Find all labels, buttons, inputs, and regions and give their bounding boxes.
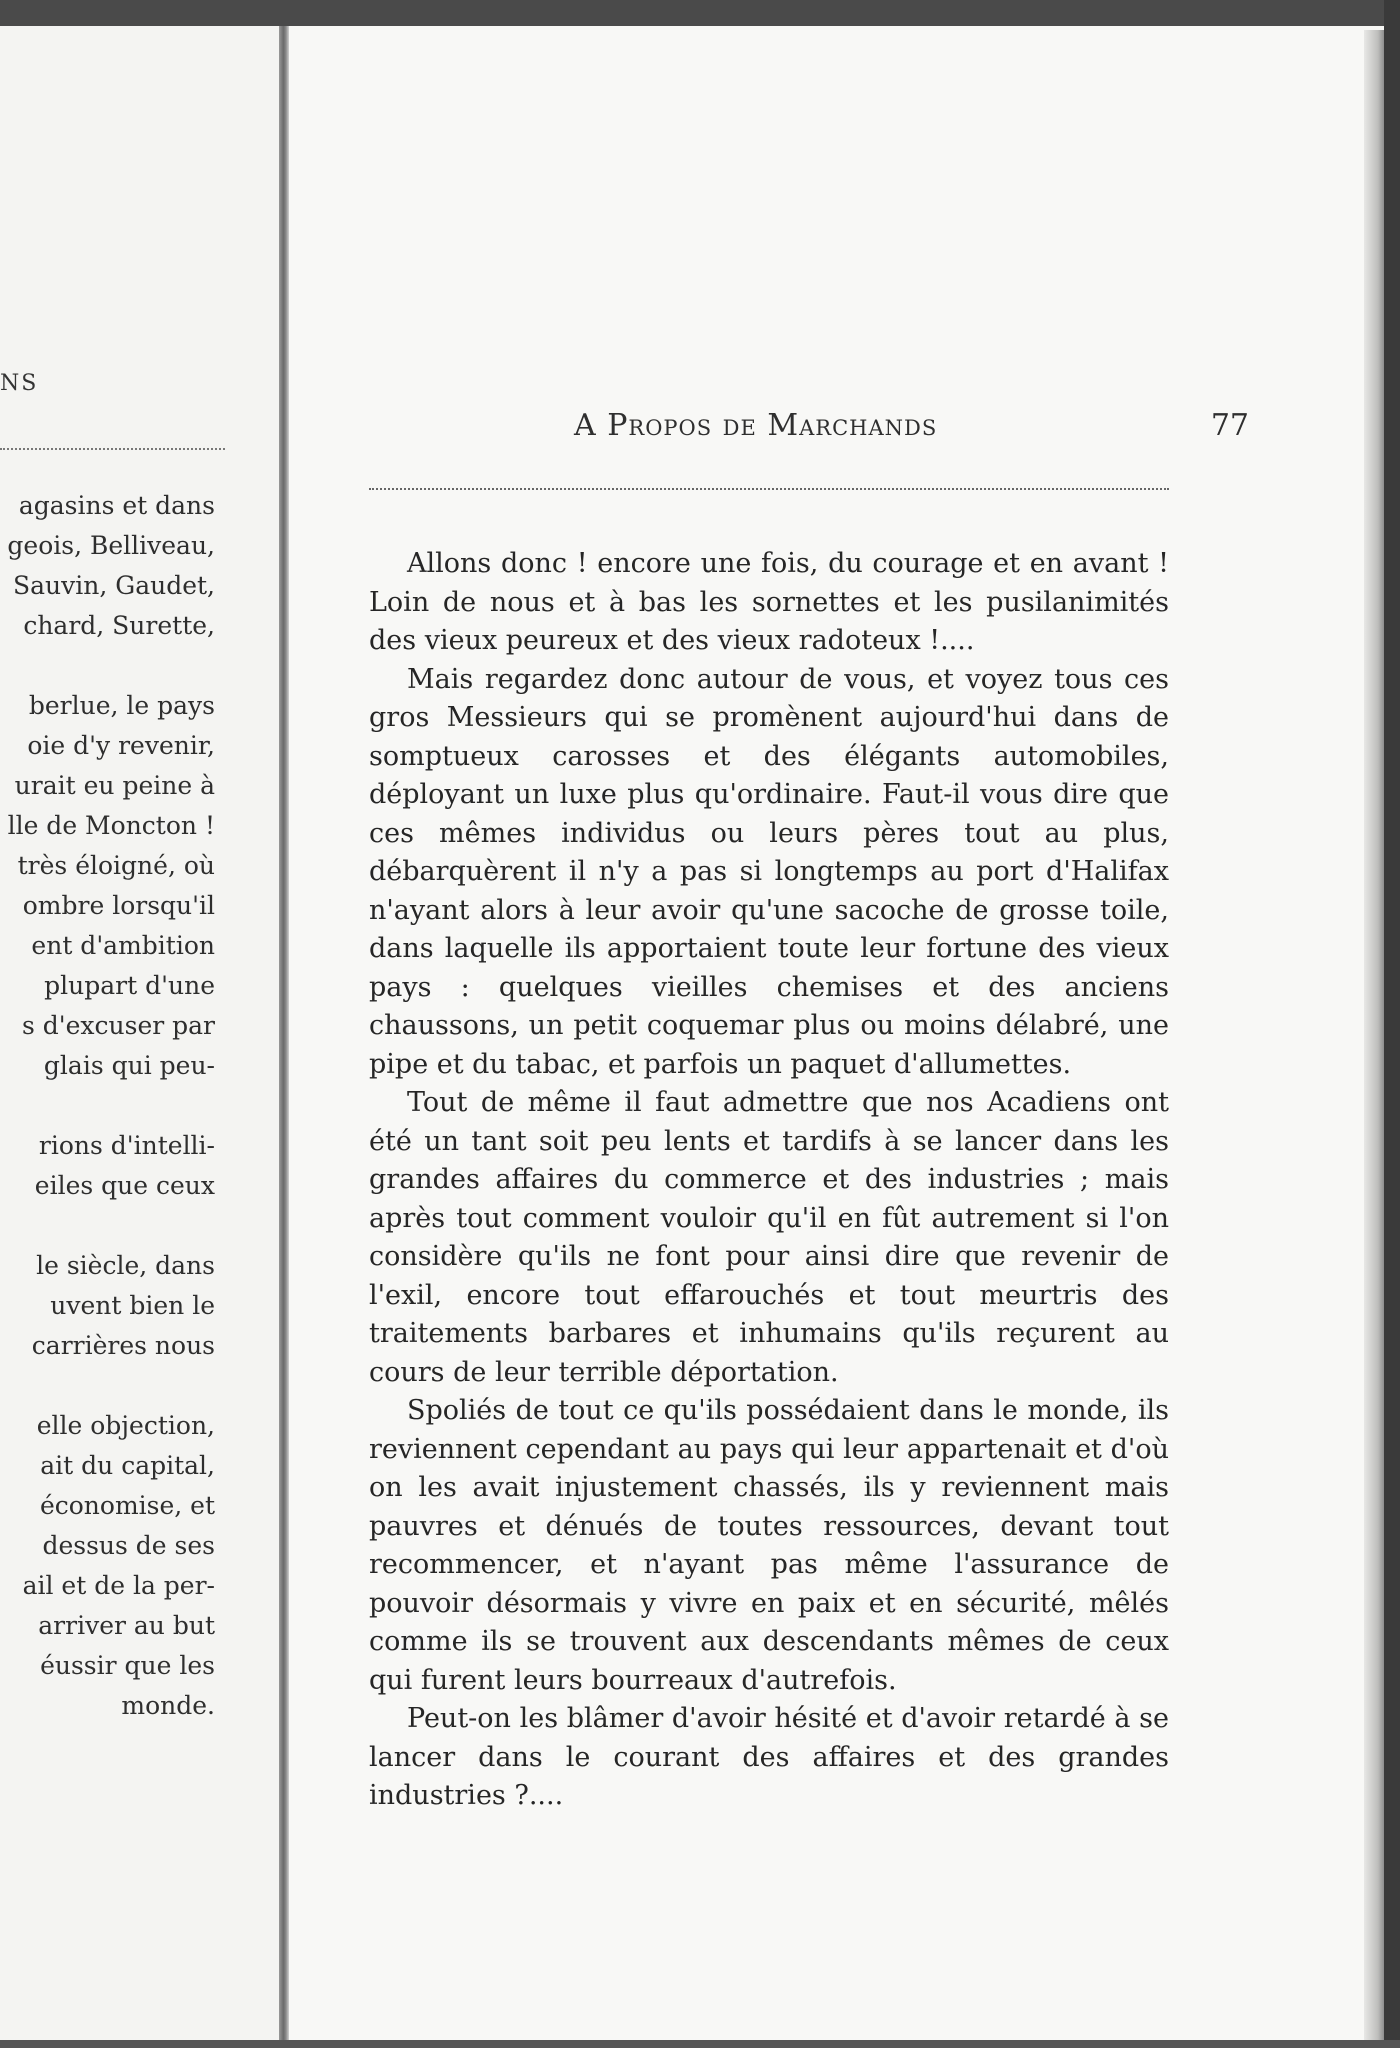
paragraph: Mais regardez donc autour de vous, et voyez tous ces gros Messieurs qui se promènent aujourd'hui dans de somptueux carosses et des élégants automobiles, déployant un luxe plus qu'ordinaire. Faut-il vous dire que ces mêmes individus ou leurs pères tout au plus, débarquèrent il n'y a pas si longtemps au port d'Halifax n'ayant alors à leur avoir qu'une sacoche de grosse toile, dans laquelle ils apportaient toute leur fortune des vieux pays : quelques vieilles chemises et des anciens chaussons, un petit coquemar plus ou moins délabré, une pipe et du tabac, et parfois un paquet d'allumettes. — [369, 663, 1169, 1080]
scanner-top-border — [0, 0, 1400, 26]
paragraph: Peut-on les blâmer d'avoir hésité et d'avoir retardé à se lancer dans le courant des affaires et des grandes industries ?.... — [369, 1703, 1169, 1811]
book-gutter — [279, 26, 289, 2048]
page-number: 77 — [1210, 408, 1249, 443]
paragraph: Spoliés de tout ce qu'ils possédaient dans le monde, ils reviennent cependant au pays qui leur appartenait et d'où on les avait injustement chassés, ils y reviennent mais pauvres et dénués de toutes ressources, devant tout recommencer, et n'ayant pas même l'assurance de pouvoir désormais y vivre en paix et en sécurité, mêlés comme ils se trouvent aux descendants mêmes de ceux qui furent leurs bourreaux d'autrefois. — [369, 1395, 1169, 1696]
paragraph: Tout de même il faut admettre que nos Acadiens ont été un tant soit peu lents et tardifs à se lancer dans les grandes affaires du commerce et des industries ; mais après tout comment vouloir qu'il en fût autrement si l'on considère qu'ils ne font pour ainsi dire que revenir de l'exil, encore tout effarouchés et tout meurtris des traitements barbares et inhumains qu'ils reçurent au cours de leur terrible déportation. — [369, 1087, 1169, 1388]
left-text-line: berlue, le pays — [28, 691, 215, 720]
left-text-line: le siècle, dans — [36, 1251, 215, 1280]
left-text-line: elle objection, — [36, 1411, 215, 1440]
left-text-line: arriver au but — [38, 1611, 215, 1640]
line-gap — [0, 1366, 215, 1406]
left-text-line: rions d'intelli- — [38, 1131, 215, 1160]
scanner-bottom-border — [0, 2040, 1400, 2048]
left-text-line: ombre lorsqu'il — [22, 891, 215, 920]
left-text-line: agasins et dans — [18, 491, 215, 520]
left-text-line: dessus de ses — [42, 1531, 215, 1560]
left-text-line: plupart d'une — [44, 971, 215, 1000]
line-gap — [0, 1206, 215, 1246]
paragraph: Allons donc ! encore une fois, du courage et en avant ! Loin de nous et à bas les sornettes et les pusilanimités des vieux peureux et des vieux radoteux !.... — [369, 548, 1169, 656]
left-text-line: lle de Moncton ! — [7, 811, 215, 840]
running-head-rule — [369, 488, 1169, 490]
left-text-line: très éloigné, où — [17, 851, 215, 880]
left-head-rule — [0, 448, 225, 450]
left-page — [0, 26, 279, 2048]
scanner-right-border — [1384, 0, 1400, 2048]
page-edge — [1364, 30, 1384, 2048]
left-text-line: oie d'y revenir, — [27, 731, 215, 760]
left-text-line: urait eu peine à — [14, 771, 215, 800]
left-text-line: ail et de la per- — [22, 1571, 215, 1600]
body-text — [369, 545, 1169, 1816]
left-text-line: monde. — [121, 1691, 215, 1720]
left-text-line: geois, Belliveau, — [7, 531, 215, 560]
left-text-line: glais qui peu- — [43, 1051, 215, 1080]
left-text-line: Sauvin, Gaudet, — [12, 571, 215, 600]
left-text-line: s d'excuser par — [21, 1011, 215, 1040]
left-text-line: carrières nous — [31, 1331, 215, 1360]
left-running-head: NS — [0, 371, 39, 396]
line-gap — [0, 1086, 215, 1126]
left-text-line: chard, Surette, — [23, 611, 215, 640]
left-text-line: eiles que ceux — [34, 1171, 215, 1200]
left-text-line: ent d'ambition — [31, 931, 215, 960]
left-text-line: ait du capital, — [40, 1451, 215, 1480]
left-text-line: économise, et — [39, 1491, 215, 1520]
running-head-title: A Propos de Marchands — [574, 408, 938, 443]
left-text-line: uvent bien le — [50, 1291, 215, 1320]
left-page-text — [0, 486, 215, 1726]
left-text-line: éussir que les — [40, 1651, 215, 1680]
right-page — [289, 30, 1364, 2048]
line-gap — [0, 646, 215, 686]
